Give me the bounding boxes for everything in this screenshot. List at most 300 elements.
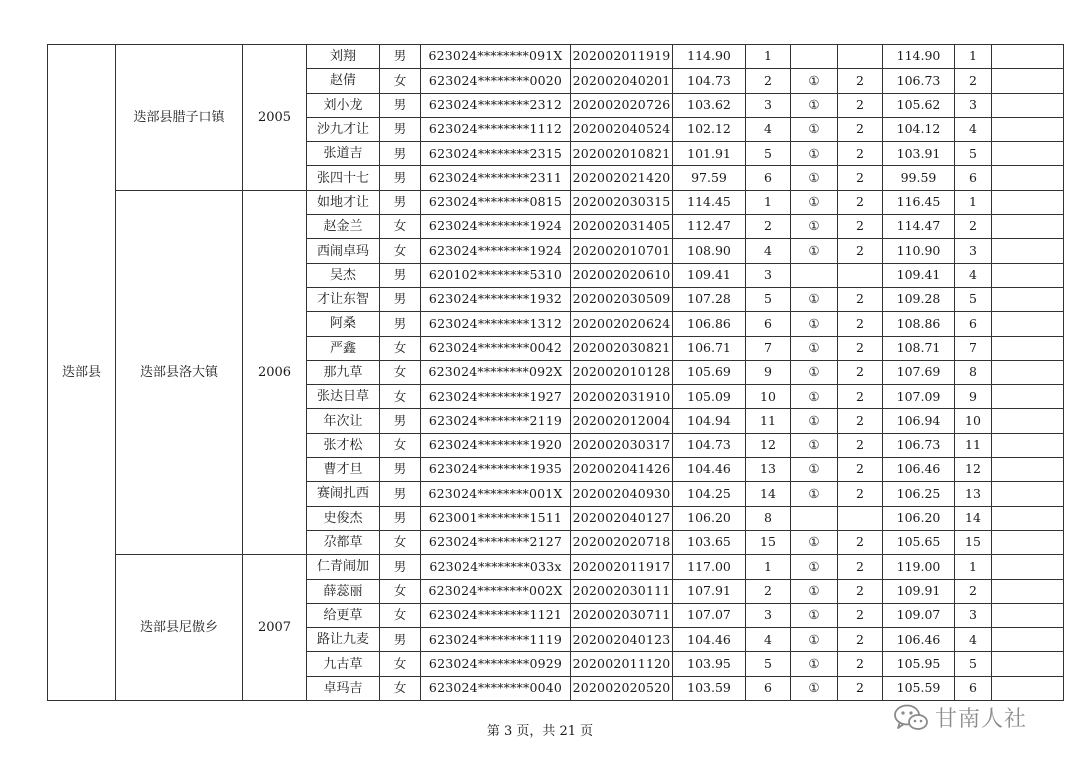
bonus-type-cell: ①	[791, 385, 838, 409]
written-score-cell: 104.73	[673, 433, 746, 457]
written-score-cell: 104.46	[673, 458, 746, 482]
total-score-cell: 110.90	[883, 239, 955, 263]
gender-cell: 女	[380, 69, 421, 93]
total-rank-cell: 2	[955, 215, 992, 239]
ticket-number-cell: 202002020610	[571, 263, 673, 287]
id-number-cell: 623024********1927	[421, 385, 571, 409]
ticket-number-cell: 202002010701	[571, 239, 673, 263]
written-rank-cell: 1	[746, 555, 791, 579]
total-score-cell: 104.12	[883, 117, 955, 141]
bonus-points-cell: 2	[838, 433, 883, 457]
written-score-cell: 103.95	[673, 652, 746, 676]
total-score-cell: 109.07	[883, 603, 955, 627]
bonus-points-cell: 2	[838, 117, 883, 141]
remark-cell	[992, 142, 1064, 166]
written-rank-cell: 4	[746, 117, 791, 141]
bonus-points-cell: 2	[838, 458, 883, 482]
id-number-cell: 623024********2127	[421, 530, 571, 554]
written-rank-cell: 3	[746, 93, 791, 117]
written-rank-cell: 10	[746, 385, 791, 409]
total-score-cell: 109.41	[883, 263, 955, 287]
total-rank-cell: 1	[955, 45, 992, 69]
written-score-cell: 102.12	[673, 117, 746, 141]
total-score-cell: 109.28	[883, 287, 955, 311]
id-number-cell: 623024********0040	[421, 676, 571, 700]
bonus-points-cell: 2	[838, 215, 883, 239]
gender-cell: 女	[380, 215, 421, 239]
remark-cell	[992, 433, 1064, 457]
total-rank-cell: 8	[955, 360, 992, 384]
bonus-points-cell: 2	[838, 409, 883, 433]
gender-cell: 女	[380, 652, 421, 676]
remark-cell	[992, 652, 1064, 676]
id-number-cell: 623024********2312	[421, 93, 571, 117]
bonus-type-cell	[791, 45, 838, 69]
bonus-type-cell: ①	[791, 360, 838, 384]
ticket-number-cell: 202002010821	[571, 142, 673, 166]
written-score-cell: 104.25	[673, 482, 746, 506]
total-score-cell: 108.71	[883, 336, 955, 360]
written-rank-cell: 12	[746, 433, 791, 457]
ticket-number-cell: 202002011919	[571, 45, 673, 69]
bonus-type-cell: ①	[791, 239, 838, 263]
bonus-type-cell: ①	[791, 93, 838, 117]
written-score-cell: 114.90	[673, 45, 746, 69]
ticket-number-cell: 202002040123	[571, 628, 673, 652]
bonus-points-cell: 2	[838, 287, 883, 311]
total-rank-cell: 10	[955, 409, 992, 433]
id-number-cell: 623024********1935	[421, 458, 571, 482]
id-number-cell: 623024********0042	[421, 336, 571, 360]
written-rank-cell: 4	[746, 239, 791, 263]
position-code-cell: 2005	[243, 45, 307, 191]
total-rank-cell: 6	[955, 166, 992, 190]
ticket-number-cell: 202002020520	[571, 676, 673, 700]
position-code-cell: 2006	[243, 190, 307, 554]
remark-cell	[992, 93, 1064, 117]
gender-cell: 女	[380, 676, 421, 700]
bonus-type-cell: ①	[791, 336, 838, 360]
total-score-cell: 103.91	[883, 142, 955, 166]
remark-cell	[992, 336, 1064, 360]
gender-cell: 男	[380, 482, 421, 506]
remark-cell	[992, 482, 1064, 506]
name-cell: 路让九麦	[307, 628, 380, 652]
gender-cell: 男	[380, 117, 421, 141]
remark-cell	[992, 458, 1064, 482]
total-rank-cell: 5	[955, 142, 992, 166]
written-rank-cell: 1	[746, 45, 791, 69]
total-score-cell: 105.65	[883, 530, 955, 554]
name-cell: 沙九才让	[307, 117, 380, 141]
bonus-points-cell: 2	[838, 482, 883, 506]
total-score-cell: 114.47	[883, 215, 955, 239]
remark-cell	[992, 579, 1064, 603]
bonus-type-cell: ①	[791, 409, 838, 433]
ticket-number-cell: 202002011120	[571, 652, 673, 676]
total-rank-cell: 2	[955, 579, 992, 603]
bonus-points-cell	[838, 506, 883, 530]
ticket-number-cell: 202002041426	[571, 458, 673, 482]
name-cell: 给更草	[307, 603, 380, 627]
written-score-cell: 105.69	[673, 360, 746, 384]
unit-cell: 迭部县腊子口镇	[116, 45, 243, 191]
ticket-number-cell: 202002031910	[571, 385, 673, 409]
ticket-number-cell: 202002040930	[571, 482, 673, 506]
written-score-cell: 103.59	[673, 676, 746, 700]
gender-cell: 女	[380, 579, 421, 603]
id-number-cell: 623024********0815	[421, 190, 571, 214]
gender-cell: 男	[380, 190, 421, 214]
remark-cell	[992, 239, 1064, 263]
name-cell: 史俊杰	[307, 506, 380, 530]
remark-cell	[992, 409, 1064, 433]
remark-cell	[992, 117, 1064, 141]
written-score-cell: 106.86	[673, 312, 746, 336]
remark-cell	[992, 312, 1064, 336]
total-rank-cell: 6	[955, 676, 992, 700]
name-cell: 卓玛吉	[307, 676, 380, 700]
bonus-type-cell: ①	[791, 117, 838, 141]
id-number-cell: 623024********1312	[421, 312, 571, 336]
county-cell: 迭部县	[48, 45, 116, 701]
ticket-number-cell: 202002011917	[571, 555, 673, 579]
name-cell: 赛闹扎西	[307, 482, 380, 506]
total-rank-cell: 14	[955, 506, 992, 530]
total-rank-cell: 2	[955, 69, 992, 93]
watermark-text: 甘南人社	[935, 707, 1028, 732]
total-rank-cell: 13	[955, 482, 992, 506]
gender-cell: 男	[380, 458, 421, 482]
written-rank-cell: 6	[746, 312, 791, 336]
written-score-cell: 103.65	[673, 530, 746, 554]
bonus-points-cell: 2	[838, 628, 883, 652]
written-score-cell: 107.28	[673, 287, 746, 311]
name-cell: 刘小龙	[307, 93, 380, 117]
gender-cell: 男	[380, 287, 421, 311]
written-score-cell: 104.73	[673, 69, 746, 93]
remark-cell	[992, 628, 1064, 652]
gender-cell: 女	[380, 385, 421, 409]
gender-cell: 女	[380, 360, 421, 384]
bonus-points-cell: 2	[838, 603, 883, 627]
written-rank-cell: 2	[746, 579, 791, 603]
written-rank-cell: 1	[746, 190, 791, 214]
total-rank-cell: 1	[955, 555, 992, 579]
bonus-points-cell	[838, 45, 883, 69]
bonus-type-cell: ①	[791, 676, 838, 700]
ticket-number-cell: 202002012004	[571, 409, 673, 433]
ticket-number-cell: 202002030509	[571, 287, 673, 311]
id-number-cell: 623024********1920	[421, 433, 571, 457]
total-score-cell: 106.46	[883, 458, 955, 482]
total-score-cell: 106.73	[883, 69, 955, 93]
bonus-points-cell	[838, 263, 883, 287]
written-score-cell: 108.90	[673, 239, 746, 263]
written-rank-cell: 5	[746, 652, 791, 676]
id-number-cell: 623001********1511	[421, 506, 571, 530]
total-rank-cell: 9	[955, 385, 992, 409]
id-number-cell: 623024********092X	[421, 360, 571, 384]
written-rank-cell: 2	[746, 215, 791, 239]
gender-cell: 女	[380, 239, 421, 263]
ticket-number-cell: 202002031405	[571, 215, 673, 239]
written-score-cell: 112.47	[673, 215, 746, 239]
bonus-type-cell: ①	[791, 628, 838, 652]
ticket-number-cell: 202002021420	[571, 166, 673, 190]
written-score-cell: 106.20	[673, 506, 746, 530]
written-score-cell: 101.91	[673, 142, 746, 166]
written-score-cell: 109.41	[673, 263, 746, 287]
total-score-cell: 107.09	[883, 385, 955, 409]
written-rank-cell: 3	[746, 603, 791, 627]
bonus-type-cell: ①	[791, 603, 838, 627]
ticket-number-cell: 202002020726	[571, 93, 673, 117]
name-cell: 那九草	[307, 360, 380, 384]
gender-cell: 男	[380, 93, 421, 117]
remark-cell	[992, 263, 1064, 287]
total-score-cell: 116.45	[883, 190, 955, 214]
bonus-type-cell	[791, 506, 838, 530]
bonus-points-cell: 2	[838, 530, 883, 554]
remark-cell	[992, 166, 1064, 190]
id-number-cell: 623024********033x	[421, 555, 571, 579]
remark-cell	[992, 360, 1064, 384]
name-cell: 尕都草	[307, 530, 380, 554]
id-number-cell: 623024********0020	[421, 69, 571, 93]
total-score-cell: 105.59	[883, 676, 955, 700]
written-rank-cell: 15	[746, 530, 791, 554]
total-rank-cell: 5	[955, 652, 992, 676]
total-score-cell: 105.95	[883, 652, 955, 676]
page-footer: 第 3 页，共 21 页	[486, 724, 594, 739]
remark-cell	[992, 603, 1064, 627]
position-code-cell: 2007	[243, 555, 307, 701]
total-score-cell: 119.00	[883, 555, 955, 579]
id-number-cell: 623024********2315	[421, 142, 571, 166]
written-rank-cell: 13	[746, 458, 791, 482]
ticket-number-cell: 202002030711	[571, 603, 673, 627]
bonus-points-cell: 2	[838, 579, 883, 603]
bonus-type-cell: ①	[791, 433, 838, 457]
total-rank-cell: 4	[955, 628, 992, 652]
gender-cell: 男	[380, 142, 421, 166]
remark-cell	[992, 676, 1064, 700]
gender-cell: 男	[380, 506, 421, 530]
total-rank-cell: 11	[955, 433, 992, 457]
unit-cell: 迭部县洛大镇	[116, 190, 243, 554]
name-cell: 张道吉	[307, 142, 380, 166]
written-rank-cell: 11	[746, 409, 791, 433]
unit-cell: 迭部县尼傲乡	[116, 555, 243, 701]
total-score-cell: 109.91	[883, 579, 955, 603]
ticket-number-cell: 202002030821	[571, 336, 673, 360]
total-rank-cell: 3	[955, 603, 992, 627]
ticket-number-cell: 202002040127	[571, 506, 673, 530]
total-score-cell: 105.62	[883, 93, 955, 117]
written-score-cell: 104.46	[673, 628, 746, 652]
gender-cell: 男	[380, 312, 421, 336]
id-number-cell: 623024********1924	[421, 239, 571, 263]
bonus-points-cell: 2	[838, 676, 883, 700]
written-rank-cell: 6	[746, 676, 791, 700]
ticket-number-cell: 202002020624	[571, 312, 673, 336]
name-cell: 如地才让	[307, 190, 380, 214]
bonus-type-cell: ①	[791, 215, 838, 239]
id-number-cell: 623024********002X	[421, 579, 571, 603]
gender-cell: 男	[380, 555, 421, 579]
bonus-points-cell: 2	[838, 93, 883, 117]
name-cell: 九古草	[307, 652, 380, 676]
bonus-type-cell: ①	[791, 482, 838, 506]
written-rank-cell: 2	[746, 69, 791, 93]
written-score-cell: 103.62	[673, 93, 746, 117]
written-rank-cell: 3	[746, 263, 791, 287]
id-number-cell: 623024********2119	[421, 409, 571, 433]
score-table	[47, 44, 1064, 701]
bonus-points-cell: 2	[838, 336, 883, 360]
written-score-cell: 106.71	[673, 336, 746, 360]
bonus-type-cell: ①	[791, 142, 838, 166]
bonus-points-cell: 2	[838, 555, 883, 579]
ticket-number-cell: 202002040201	[571, 69, 673, 93]
written-score-cell: 105.09	[673, 385, 746, 409]
name-cell: 刘翔	[307, 45, 380, 69]
name-cell: 张达日草	[307, 385, 380, 409]
total-rank-cell: 15	[955, 530, 992, 554]
remark-cell	[992, 506, 1064, 530]
bonus-points-cell: 2	[838, 360, 883, 384]
gender-cell: 男	[380, 263, 421, 287]
total-score-cell: 106.20	[883, 506, 955, 530]
remark-cell	[992, 215, 1064, 239]
remark-cell	[992, 385, 1064, 409]
bonus-type-cell: ①	[791, 458, 838, 482]
ticket-number-cell: 202002030111	[571, 579, 673, 603]
remark-cell	[992, 287, 1064, 311]
bonus-type-cell: ①	[791, 579, 838, 603]
bonus-type-cell: ①	[791, 287, 838, 311]
name-cell: 赵倩	[307, 69, 380, 93]
bonus-type-cell	[791, 263, 838, 287]
bonus-type-cell: ①	[791, 69, 838, 93]
name-cell: 张才松	[307, 433, 380, 457]
remark-cell	[992, 69, 1064, 93]
table-row	[48, 555, 1064, 579]
gender-cell: 男	[380, 45, 421, 69]
total-score-cell: 114.90	[883, 45, 955, 69]
bonus-type-cell: ①	[791, 190, 838, 214]
written-rank-cell: 5	[746, 287, 791, 311]
total-rank-cell: 5	[955, 287, 992, 311]
written-score-cell: 107.91	[673, 579, 746, 603]
total-rank-cell: 4	[955, 263, 992, 287]
name-cell: 曹才旦	[307, 458, 380, 482]
total-rank-cell: 4	[955, 117, 992, 141]
written-score-cell: 104.94	[673, 409, 746, 433]
name-cell: 严鑫	[307, 336, 380, 360]
gender-cell: 女	[380, 603, 421, 627]
bonus-points-cell: 2	[838, 385, 883, 409]
bonus-points-cell: 2	[838, 166, 883, 190]
id-number-cell: 623024********1924	[421, 215, 571, 239]
id-number-cell: 623024********1119	[421, 628, 571, 652]
total-rank-cell: 7	[955, 336, 992, 360]
remark-cell	[992, 190, 1064, 214]
remark-cell	[992, 45, 1064, 69]
written-rank-cell: 7	[746, 336, 791, 360]
wechat-icon	[893, 703, 929, 733]
written-rank-cell: 9	[746, 360, 791, 384]
ticket-number-cell: 202002030317	[571, 433, 673, 457]
id-number-cell: 623024********1121	[421, 603, 571, 627]
gender-cell: 女	[380, 530, 421, 554]
name-cell: 西闹卓玛	[307, 239, 380, 263]
id-number-cell: 623024********1112	[421, 117, 571, 141]
written-rank-cell: 14	[746, 482, 791, 506]
total-rank-cell: 3	[955, 93, 992, 117]
table-row	[48, 190, 1064, 214]
written-rank-cell: 4	[746, 628, 791, 652]
ticket-number-cell: 202002010128	[571, 360, 673, 384]
ticket-number-cell: 202002020718	[571, 530, 673, 554]
bonus-points-cell: 2	[838, 69, 883, 93]
bonus-type-cell: ①	[791, 555, 838, 579]
bonus-points-cell: 2	[838, 652, 883, 676]
gender-cell: 男	[380, 628, 421, 652]
total-score-cell: 106.25	[883, 482, 955, 506]
written-rank-cell: 5	[746, 142, 791, 166]
id-number-cell: 620102********5310	[421, 263, 571, 287]
name-cell: 吴杰	[307, 263, 380, 287]
bonus-points-cell: 2	[838, 142, 883, 166]
name-cell: 年次让	[307, 409, 380, 433]
id-number-cell: 623024********2311	[421, 166, 571, 190]
id-number-cell: 623024********0929	[421, 652, 571, 676]
ticket-number-cell: 202002040524	[571, 117, 673, 141]
total-score-cell: 106.73	[883, 433, 955, 457]
written-score-cell: 117.00	[673, 555, 746, 579]
bonus-type-cell: ①	[791, 166, 838, 190]
table-row	[48, 45, 1064, 69]
name-cell: 薛蕊丽	[307, 579, 380, 603]
name-cell: 仁青闹加	[307, 555, 380, 579]
bonus-points-cell: 2	[838, 239, 883, 263]
watermark	[893, 702, 1027, 733]
total-score-cell: 99.59	[883, 166, 955, 190]
total-rank-cell: 3	[955, 239, 992, 263]
id-number-cell: 623024********091X	[421, 45, 571, 69]
written-score-cell: 107.07	[673, 603, 746, 627]
gender-cell: 男	[380, 409, 421, 433]
id-number-cell: 623024********001X	[421, 482, 571, 506]
name-cell: 阿桑	[307, 312, 380, 336]
total-rank-cell: 6	[955, 312, 992, 336]
id-number-cell: 623024********1932	[421, 287, 571, 311]
bonus-type-cell: ①	[791, 312, 838, 336]
remark-cell	[992, 530, 1064, 554]
bonus-type-cell: ①	[791, 652, 838, 676]
bonus-points-cell: 2	[838, 312, 883, 336]
remark-cell	[992, 555, 1064, 579]
name-cell: 张四十七	[307, 166, 380, 190]
gender-cell: 女	[380, 433, 421, 457]
written-rank-cell: 6	[746, 166, 791, 190]
total-rank-cell: 12	[955, 458, 992, 482]
gender-cell: 女	[380, 336, 421, 360]
total-score-cell: 106.94	[883, 409, 955, 433]
written-rank-cell: 8	[746, 506, 791, 530]
